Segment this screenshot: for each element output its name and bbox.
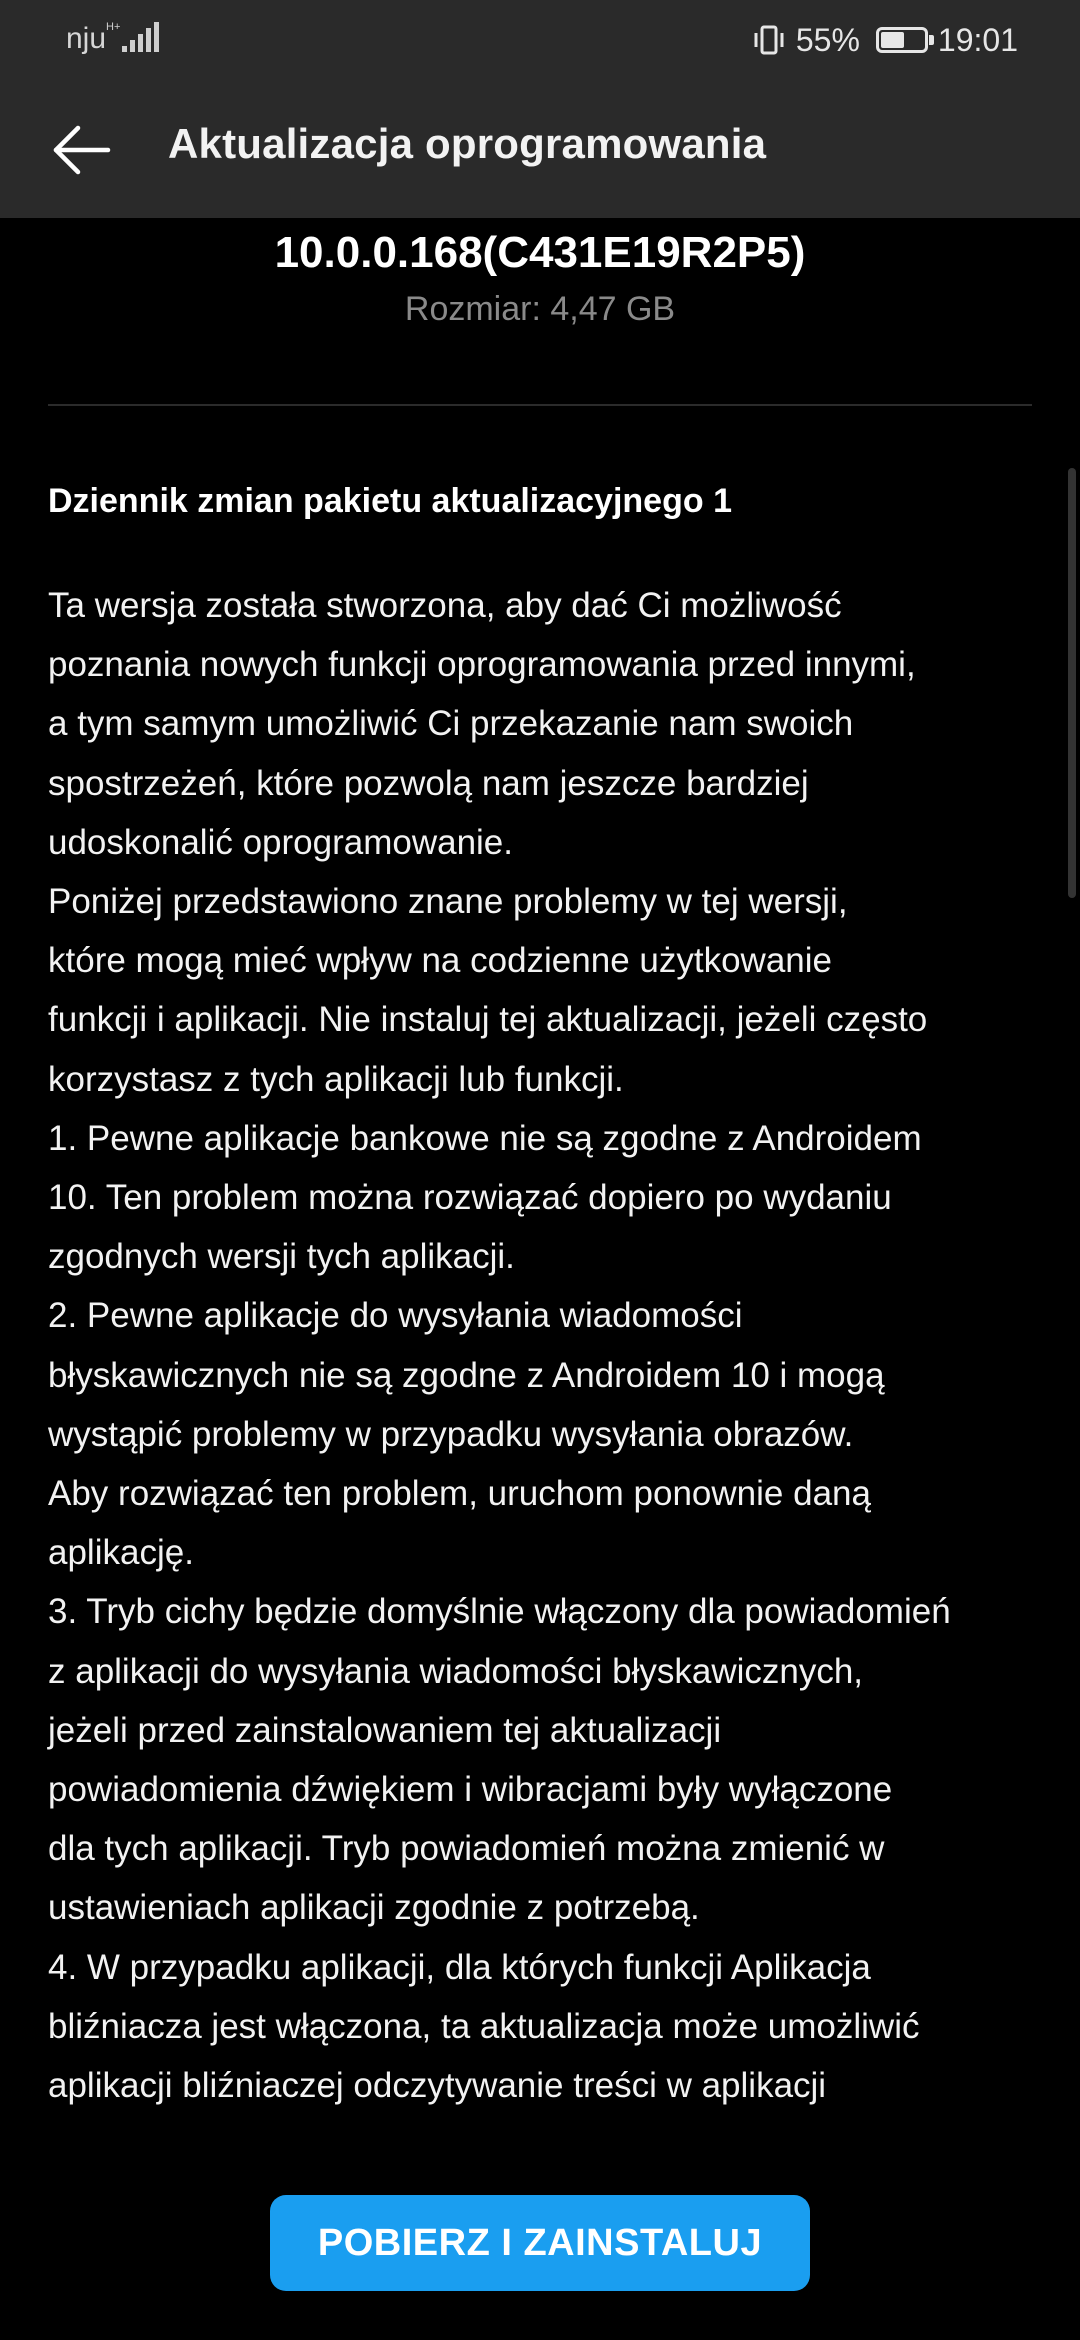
changelog-line: Aby rozwiązać ten problem, uruchom ponownie daną: [48, 1474, 871, 1514]
changelog-line: dla tych aplikacji. Tryb powiadomień można zmienić w: [48, 1829, 885, 1869]
changelog-line: zgodnych wersji tych aplikacji.: [48, 1237, 515, 1277]
app-bar: [0, 80, 1080, 218]
battery-icon: [876, 27, 928, 53]
download-install-button[interactable]: POBIERZ I ZAINSTALUJ: [270, 2195, 810, 2291]
changelog-line: bliźniacza jest włączona, ta aktualizacja może umożliwić: [48, 2006, 920, 2046]
changelog-body: [48, 576, 1048, 2115]
arrow-left-icon: [42, 110, 122, 190]
changelog-line: ustawieniach aplikacji zgodnie z potrzebą.: [48, 1888, 700, 1928]
changelog-line: wystąpić problemy w przypadku wysyłania obrazów.: [48, 1414, 854, 1454]
changelog-line: funkcji i aplikacji. Nie instaluj tej aktualizacji, jeżeli często: [48, 1000, 928, 1040]
changelog-line: 3. Tryb cichy będzie domyślnie włączony dla powiadomień: [48, 1592, 951, 1632]
changelog-title: Dziennik zmian pakietu aktualizacyjnego 1: [48, 482, 732, 520]
changelog-line: z aplikacji do wysyłania wiadomości błyskawicznych,: [48, 1651, 864, 1691]
changelog-line: 1. Pewne aplikacje bankowe nie są zgodne z Androidem: [48, 1118, 922, 1158]
changelog-line: jeżeli przed zainstalowaniem tej aktualizacji: [48, 1710, 722, 1750]
changelog-line: aplikację.: [48, 1533, 194, 1573]
carrier-name: nju: [66, 22, 107, 55]
network-type: H+: [106, 21, 121, 33]
changelog-line: korzystasz z tych aplikacji lub funkcji.: [48, 1059, 624, 1099]
changelog-line: które mogą mieć wpływ na codzienne użytkowanie: [48, 941, 832, 981]
divider: [48, 404, 1032, 406]
changelog-line: błyskawicznych nie są zgodne z Androidem 10 i mogą: [48, 1355, 885, 1395]
clock: 19:01: [937, 21, 1018, 58]
version-number: 10.0.0.168(C431E19R2P5): [274, 228, 806, 277]
vibrate-icon: [752, 23, 786, 57]
status-right: [752, 18, 1018, 62]
changelog-line: 10. Ten problem można rozwiązać dopiero po wydaniu: [48, 1178, 892, 1218]
changelog-line: powiadomienia dźwiękiem i wibracjami były wyłączone: [48, 1770, 893, 1810]
update-size: Rozmiar: 4,47 GB: [404, 290, 676, 328]
changelog-line: udoskonalić oprogramowanie.: [48, 822, 513, 862]
changelog-line: a tym samym umożliwić Ci przekazanie nam swoich: [48, 704, 854, 744]
signal-icon: [106, 16, 162, 56]
battery-percent: 55%: [795, 21, 860, 58]
changelog-line: spostrzeżeń, które pozwolą nam jeszcze bardziej: [48, 763, 809, 803]
back-button[interactable]: [42, 110, 122, 190]
update-details[interactable]: [0, 218, 1080, 2158]
changelog-line: Poniżej przedstawiono znane problemy w tej wersji,: [48, 882, 848, 922]
scrollbar[interactable]: [1068, 468, 1076, 898]
status-bar: [0, 0, 1080, 80]
changelog-line: Ta wersja została stworzona, aby dać Ci możliwość: [48, 586, 842, 625]
changelog-line: 4. W przypadku aplikacji, dla których funkcji Aplikacja: [48, 1947, 871, 1987]
battery-fill: [881, 32, 904, 48]
changelog-line: aplikacji bliźniaczej odczytywanie treści w aplikacji: [48, 2066, 827, 2106]
page-title: Aktualizacja oprogramowania: [168, 120, 767, 167]
changelog-line: poznania nowych funkcji oprogramowania przed innymi,: [48, 645, 916, 685]
changelog-line: 2. Pewne aplikacje do wysyłania wiadomości: [48, 1296, 743, 1336]
